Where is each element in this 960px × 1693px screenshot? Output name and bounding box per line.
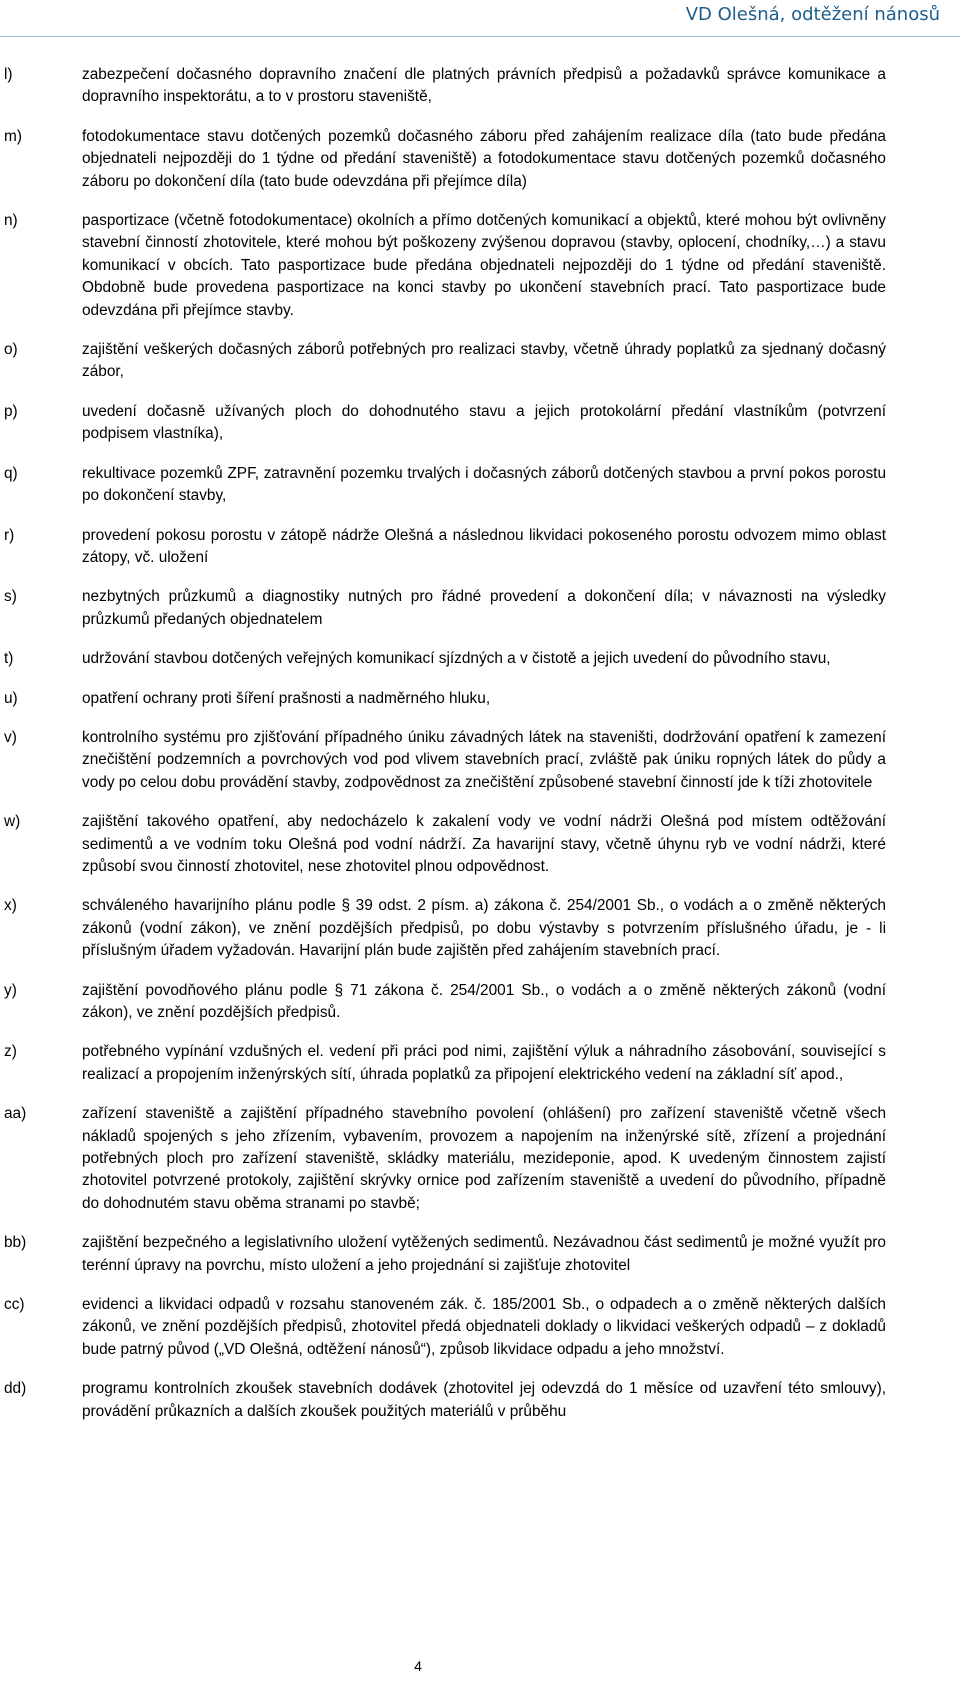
item-text: programu kontrolních zkoušek stavebních dodávek (zhotovitel jej odevzdá do 1 měsíce od uzavření této smlouvy), provádění průkazních a dalších zkoušek použitých materiálů v průběhu — [82, 1380, 886, 1420]
list-item — [0, 525, 960, 570]
item-text: kontrolního systému pro zjišťování případného úniku závadných látek na staveništi, dodržování opatření k zamezení znečištění podzemních a povrchových vod pod vlivem stavebních prací, zvláště pak úniku ropných látek do půdy a vody po celou dobu provádění stavby, zodpovědnost za znečištění způsobené stavební činností jde k tíži zhotovitele — [82, 728, 886, 791]
list-item — [0, 727, 960, 794]
list-item — [0, 210, 960, 322]
list-item — [0, 688, 960, 710]
item-label: p) — [4, 402, 18, 420]
item-text: opatření ochrany proti šíření prašnosti a nadměrného hluku, — [82, 689, 491, 707]
item-text: potřebného vypínání vzdušných el. vedení při práci pod nimi, zajištění výluk a náhradního zásobování, související s realizací a propojením inženýrských sítí, úhrada poplatků za připojení elektrického vedení na základní síť apod., — [82, 1043, 886, 1083]
item-label: v) — [4, 728, 17, 746]
item-label: cc) — [4, 1296, 25, 1314]
item-label: u) — [4, 689, 18, 707]
item-text: uvedení dočasně užívaných ploch do dohodnutého stavu a jejich protokolární předání vlastníkům (potvrzení podpisem vlastníka), — [82, 402, 886, 443]
list-item — [0, 339, 960, 384]
item-text: evidenci a likvidaci odpadů v rozsahu stanoveném zák. č. 185/2001 Sb., o odpadech a o změně některých dalších zákonů, ve znění pozdějších předpisů, zhotovitel předá objednateli doklady o likvidaci veškerých odpadů – z dokladů bude patrný původ („VD Olešná, odtěžení nánosů“), způsob likvidace odpadu a jeho množství. — [82, 1296, 886, 1358]
item-text: zajištění takového opatření, aby nedocházelo k zakalení vody ve vodní nádrži Olešná pod místem odtěžování sedimentů a ve vodním toku Olešná pod vodní nádrží. Za havarijní stavy, včetně úhynu ryb ve vodní nádrži, které způsobí svou činností zhotovitel, nese zhotovitel plnou odpovědnost. — [82, 813, 886, 875]
item-label: dd) — [4, 1380, 27, 1398]
item-label: l) — [4, 66, 13, 83]
item-label: y) — [4, 981, 17, 999]
list-item — [0, 586, 960, 631]
item-text: provedení pokosu porostu v zátopě nádrže Olešná a následnou likvidaci pokoseného porostu odvozem mimo oblast zátopy, vč. uložení — [82, 526, 886, 566]
item-label: r) — [4, 526, 15, 544]
document-title: VD Olešná, odtěžení nánosů — [685, 4, 940, 25]
item-label: n) — [4, 212, 18, 230]
item-text: fotodokumentace stavu dotčených pozemků dočasného záboru před zahájením realizace díla (tato bude předána objednateli nejpozději do 1 týdne od předání staveniště) a fotodokumentace stavu dotčených pozemků dočasného záboru po dokončení díla (tato bude odevzdána při přejímce díla) — [82, 127, 886, 190]
item-label: aa) — [4, 1105, 27, 1123]
list-item — [0, 1103, 960, 1215]
item-text: nezbytných průzkumů a diagnostiky nutných pro řádné provedení a dokončení díla; v návaznosti na výsledky průzkumů předaných objednatelem — [82, 588, 886, 628]
item-text: zajištění bezpečného a legislativního uložení vytěžených sedimentů. Nezávadnou část sedimentů je možné využít pro terénní úpravy na povrchu, místo uložení a jeho projednání si zajišťuje zhotovitel — [82, 1234, 886, 1274]
page-number: 4 — [414, 1658, 422, 1674]
item-text: zajištění povodňového plánu podle § 71 zákona č. 254/2001 Sb., o vodách a o změně některých zákonů (vodní zákon), ve znění pozdějších předpisů. — [82, 981, 886, 1021]
list-item — [0, 895, 960, 962]
item-label: q) — [4, 464, 18, 482]
item-label: w) — [4, 813, 21, 831]
clause-list — [0, 64, 960, 1440]
list-item — [0, 980, 960, 1025]
item-text: schváleného havarijního plánu podle § 39 odst. 2 písm. a) zákona č. 254/2001 Sb., o vodách a o změně některých zákonů (vodní zákon), ve znění pozdějších předpisů, po dobu výstavby s potvrzením příslušného úřadu, je - li příslušným úřadem vyžadován. Havarijní plán bude zajištěn před zahájením stavebních prací. — [82, 897, 886, 960]
list-item — [0, 811, 960, 878]
list-item — [0, 401, 960, 446]
item-label: o) — [4, 341, 18, 359]
item-text: pasportizace (včetně fotodokumentace) okolních a přímo dotčených komunikací a objektů, které mohou být ovlivněny stavební činností zhotovitele, které mohou být poškozeny zvýšenou dopravou (stavby, oplocení, chodníky,…) a stavu komunikací v obcích. Tato pasportizace bude předána objednateli nejpozději do 1 týdne od předání staveniště. Obdobně bude provedena pasportizace na konci stavby po ukončení stavebních prací. Tato pasportizace bude odevzdána při přejímce stavby. — [82, 212, 886, 319]
item-text: udržování stavbou dotčených veřejných komunikací sjízdných a v čistotě a jejich uvedení do původního stavu, — [82, 650, 831, 668]
list-item — [0, 1294, 960, 1361]
item-text: rekultivace pozemků ZPF, zatravnění pozemku trvalých i dočasných záborů dotčených stavbou a první pokos porostu po dokončení stavby, — [82, 464, 886, 505]
item-text: zajištění veškerých dočasných záborů potřebných pro realizaci stavby, včetně úhrady poplatků za sjednaný dočasný zábor, — [82, 341, 886, 381]
item-text: zabezpečení dočasného dopravního značení dle platných právních předpisů a požadavků správce komunikace a dopravního inspektorátu, a to v prostoru staveniště, — [82, 66, 886, 106]
list-item — [0, 648, 960, 670]
list-item — [0, 1378, 960, 1423]
list-item — [0, 64, 960, 109]
page-header — [0, 0, 960, 44]
item-label: bb) — [4, 1234, 27, 1252]
item-label: z) — [4, 1043, 17, 1061]
list-item — [0, 126, 960, 193]
item-label: s) — [4, 588, 17, 606]
list-item — [0, 1232, 960, 1277]
header-divider — [0, 36, 960, 37]
item-text: zařízení staveniště a zajištění případného stavebního povolení (ohlášení) pro zařízení staveniště včetně všech nákladů spojených s jeho zřízením, vybavením, provozem a napojením na inženýrské sítě, zřízení a projednání potřebných ploch pro zařízení staveniště, skládky materiálu, mezideponie, apod. K uvedeným činnostem zajistí zhotovitel potvrzené protokoly, zajištění skrývky ornice pod zařízením staveniště a uvedení do původního, případně do dohodnutém stavu oběma stranami po stavbě; — [82, 1105, 886, 1212]
item-label: m) — [4, 127, 22, 145]
list-item — [0, 463, 960, 508]
item-label: x) — [4, 897, 17, 915]
item-label: t) — [4, 650, 14, 668]
list-item — [0, 1041, 960, 1086]
